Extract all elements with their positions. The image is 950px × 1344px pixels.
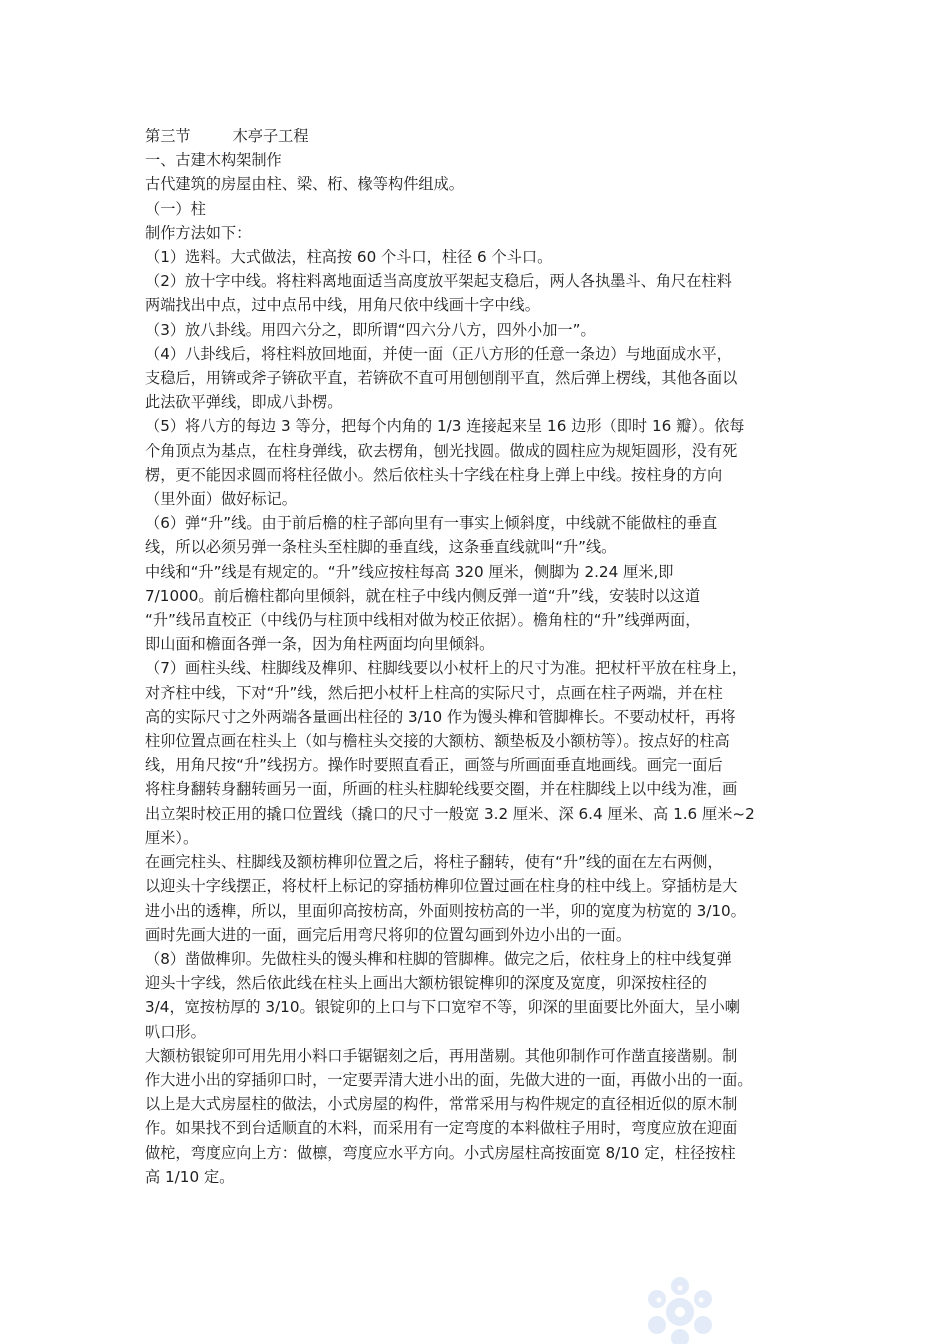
text-line: “升”线吊直校正（中线仍与柱顶中线相对做为校正依据）。檐角柱的“升”线弹两面， <box>145 611 701 630</box>
paragraph-lines <box>145 148 817 1189</box>
text-line: 中线和“升”线是有规定的。“升”线应按柱每高 320 厘米，侧脚为 2.24 厘米,即 <box>145 562 674 581</box>
section-heading <box>145 124 817 148</box>
text-line: 7/1000。前后檐柱都向里倾斜，就在柱子中线内侧反弹一道“升”线，安装时以这道 <box>145 586 701 605</box>
text-line: 一、古建木构架制作 <box>145 151 282 170</box>
text-line: （2）放十字中线。将柱料离地面适当高度放平架起支稳后，两人各执墨斗、角尺在柱料 <box>145 272 732 291</box>
text-line: 在画完柱头、柱脚线及额枋榫卯位置之后，将柱子翻转，使有“升”线的面在左右两侧， <box>145 853 723 872</box>
text-line: 线，所以必须另弹一条柱头至柱脚的垂直线，这条垂直线就叫“升”线。 <box>145 538 617 557</box>
text-line: （1）选料。大式做法，柱高按 60 个斗口，柱径 6 个斗口。 <box>145 248 553 267</box>
text-line: （5）将八方的每边 3 等分，把每个内角的 1/3 连接起来呈 16 边形（即时 16 瓣）。依每 <box>145 417 745 436</box>
text-line: （4）八卦线后，将柱料放回地面，并使一面（正八方形的任意一条边）与地面成水平， <box>145 344 732 363</box>
text-line: 大额枋银锭卯可用先用小料口手锯锯刻之后，再用凿剔。其他卯制作可作凿直接凿剔。制 <box>145 1046 738 1065</box>
text-line: 柱卯位置点画在柱头上（如与檐柱头交接的大额枋、额垫板及小额枋等）。按点好的柱高 <box>145 732 730 751</box>
text-line: 即山面和檐面各弹一条，因为角柱两面均向里倾斜。 <box>145 635 495 654</box>
text-line: 作。如果找不到台适顺直的木料，而采用有一定弯度的本料做柱子用时，弯度应放在迎面 <box>145 1119 738 1138</box>
snowflake-watermark-icon <box>640 1272 720 1344</box>
text-line: 个角顶点为基点，在柱身弹线，砍去楞角，刨光找圆。做成的圆柱应为规矩圆形，没有死 <box>145 441 738 460</box>
text-line: 楞，更不能因求圆而将柱径做小。然后依柱头十字线在柱身上弹上中线。按柱身的方向 <box>145 465 723 484</box>
text-line: 高 1/10 定。 <box>145 1167 235 1186</box>
text-line: （7）画柱头线、柱脚线及榫卯、柱脚线要以小杖杆上的尺寸为准。把杖杆平放在柱身上， <box>145 659 747 678</box>
text-line: 线，用角尺按“升”线拐方。操作时要照直看正，画签与所画面垂直地画线。画完一面后 <box>145 756 723 775</box>
document-body <box>145 124 817 1189</box>
text-line: 支稳后，用锛或斧子锛砍平直，若锛砍不直可用刨刨削平直，然后弹上楞线，其他各面以 <box>145 369 738 388</box>
section-title: 木亭子工程 <box>232 127 309 145</box>
text-line: （里外面）做好标记。 <box>145 490 297 509</box>
text-line: （6）弹“升”线。由于前后檐的柱子部向里有一事实上倾斜度，中线就不能做柱的垂直 <box>145 514 718 533</box>
text-line: 出立架时校正用的撬口位置线（撬口的尺寸一般宽 3.2 厘米、深 6.4 厘米、高 1.6 厘米~2 <box>145 804 755 823</box>
text-line: （一）柱 <box>145 199 206 218</box>
text-line: （3）放八卦线。用四六分之，即所谓“四六分八方，四外小加一”。 <box>145 320 596 339</box>
text-line: 将柱身翻转身翻转画另一面，所画的柱头柱脚轮线要交圈，并在柱脚线上以中线为准，画 <box>145 780 738 799</box>
text-line: 厘米）。 <box>145 828 199 847</box>
text-line: 作大进小出的穿插卯口时，一定要弄清大进小出的面，先做大进的一面，再做小出的一面。 <box>145 1070 753 1089</box>
text-line: 3/4，宽按枋厚的 3/10。银锭卯的上口与下口宽窄不等，卯深的里面要比外面大，呈小喇 <box>145 998 740 1017</box>
text-line: 画时先画大进的一面，画完后用弯尺将卯的位置勾画到外边小出的一面。 <box>145 925 631 944</box>
text-line: 进小出的透榫，所以，里面卯高按枋高，外面则按枋高的一半，卯的宽度为枋宽的 3/10。 <box>145 901 746 920</box>
text-line: 迎头十字线，然后依此线在柱头上画出大额枋银锭榫卯的深度及宽度，卯深按柱径的 <box>145 974 707 993</box>
text-line: 对齐柱中线，下对“升”线，然后把小杖杆上柱高的实际尺寸，点画在柱子两端，并在柱 <box>145 683 723 702</box>
text-line: 叭口形。 <box>145 1022 206 1041</box>
text-line: 以上是大式房屋柱的做法，小式房屋的构件，常常采用与构件规定的直径相近似的原木制 <box>145 1095 738 1114</box>
text-line: 做柁，弯度应向上方：做檩，弯度应水平方向。小式房屋柱高按面宽 8/10 定，柱径按柱 <box>145 1143 736 1162</box>
text-line: 高的实际尺寸之外两端各量画出柱径的 3/10 作为馒头榫和管脚榫长。不要动杖杆，再将 <box>145 707 736 726</box>
text-line: 以迎头十字线摆正，将杖杆上标记的穿插枋榫卯位置过画在柱身的柱中线上。穿插枋是大 <box>145 877 738 896</box>
text-line: 两端找出中点，过中点吊中线，用角尺依中线画十字中线。 <box>145 296 540 315</box>
text-line: 制作方法如下： <box>145 223 252 242</box>
text-line: 古代建筑的房屋由柱、梁、桁、椽等构件组成。 <box>145 175 464 194</box>
text-line: （8）凿做榫卯。先做柱头的馒头榫和柱脚的管脚榫。做完之后，依柱身上的柱中线复弹 <box>145 949 732 968</box>
text-line: 此法砍平弹线，即成八卦楞。 <box>145 393 343 412</box>
section-label: 第三节 <box>145 127 191 145</box>
